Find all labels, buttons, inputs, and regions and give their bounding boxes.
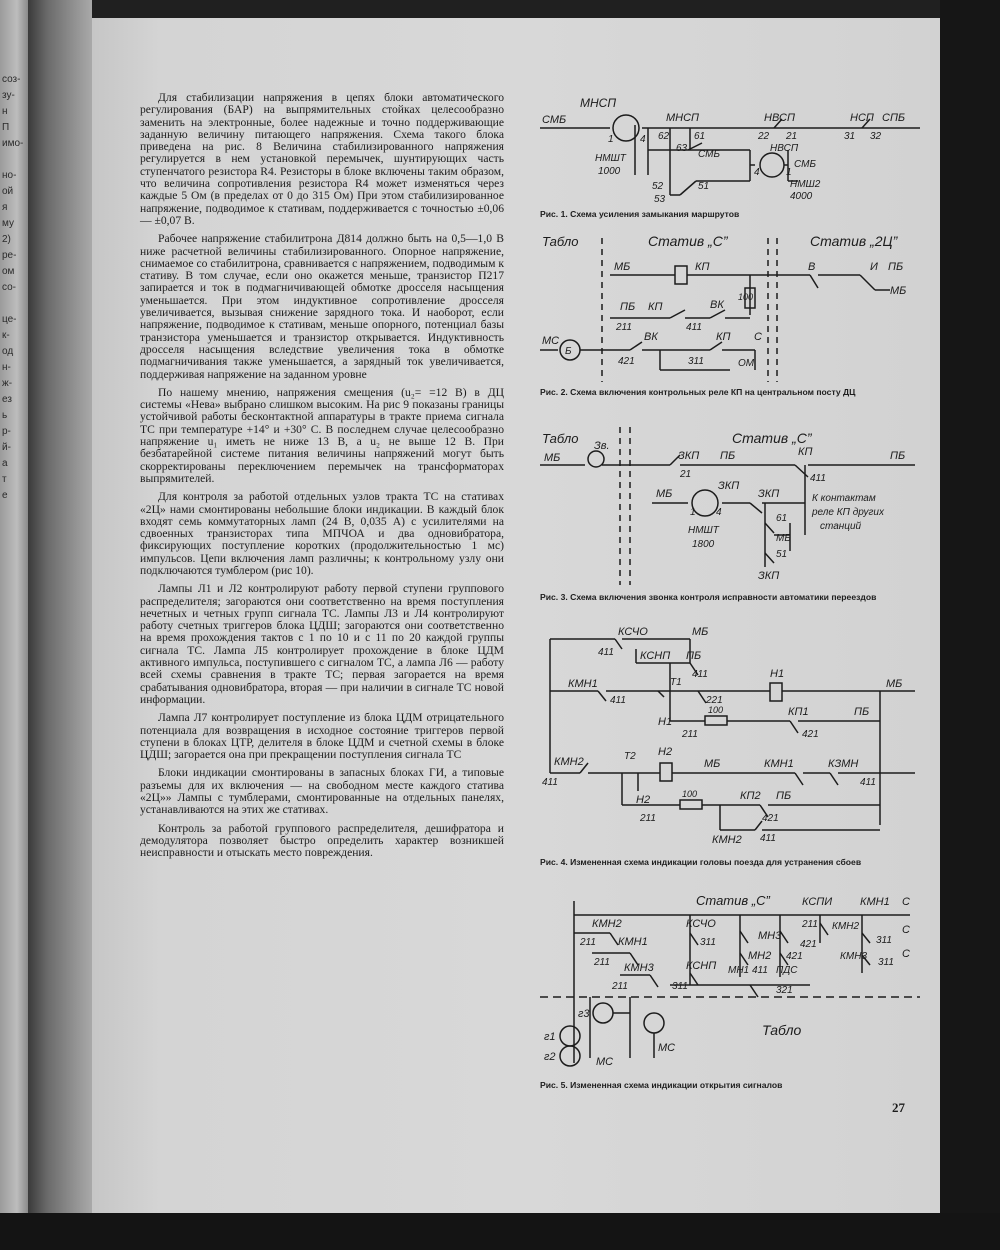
figure-2-caption: Рис. 2. Схема включения контрольных реле КП на центральном посту ДЦ xyxy=(540,387,856,397)
fig4-label-pb: ПБ xyxy=(686,650,702,662)
fig3-label-tablo: Табло xyxy=(542,431,579,446)
fig5-label-stativ: Статив „С” xyxy=(696,893,770,908)
figure-3-caption: Рис. 3. Схема включения звонка контроля исправности автоматики переездов xyxy=(540,592,877,602)
fig5-label-421: 421 xyxy=(800,939,817,950)
fig2-label-421: 421 xyxy=(618,356,635,367)
fig2-label-211: 211 xyxy=(616,322,632,333)
fig3-label-pb2: ПБ xyxy=(890,450,906,462)
prev-page-fragment: к- xyxy=(2,330,10,341)
paragraph: Лампа Л7 контролирует поступление из блока ЦДМ отрицательного потенциала для возвращения в исходное состояние триггеров первой ступени в блоках ЦТР, делителя в блоке ЦДМ и счетной схемы в блоке ЦДШ; загорается она при прекращении поступления сигнала ТС xyxy=(140,711,504,762)
right-shadow xyxy=(940,0,1000,1250)
figure-1-caption: Рис. 1. Схема усиления замыкания маршрутов xyxy=(540,209,740,219)
fig1-label-nmsh2: НМШ2 xyxy=(790,179,821,190)
fig1-label-31: 31 xyxy=(844,131,856,142)
prev-page-fragment: а xyxy=(2,458,8,469)
fig4-label-411b: 411 xyxy=(692,669,708,680)
fig4-label-n2: Н2 xyxy=(658,746,673,758)
fig3-label-pb: ПБ xyxy=(720,450,736,462)
fig4-label-kmn1: КМН1 xyxy=(568,678,598,690)
fig5-label-kspi: КСПИ xyxy=(802,896,833,908)
fig3-label-zkp3: ЗКП xyxy=(758,570,780,582)
fig4-label-n1: Н1 xyxy=(770,668,785,680)
fig5-label-mn1: МН1 xyxy=(728,965,750,976)
fig5-label-mn3: МН3 xyxy=(758,930,782,942)
previous-page-edge xyxy=(0,0,28,1250)
prev-page-fragment: н- xyxy=(2,362,11,373)
figure-1 xyxy=(540,95,920,219)
fig4-label-mb2: МБ xyxy=(886,678,903,690)
fig4-label-kmn1b: КМН1 xyxy=(764,758,794,770)
prev-page-fragment: но- xyxy=(2,170,17,181)
fig3-label-61: 61 xyxy=(776,513,788,524)
fig3-note-3: станций xyxy=(820,521,862,532)
fig5-label-g1: г1 xyxy=(544,1031,556,1043)
fig5-label-ksnp: КСНП xyxy=(686,960,717,972)
fig5-label-mn2: МН2 xyxy=(748,950,772,962)
fig3-label-51: 51 xyxy=(776,549,788,560)
fig2-label-411: 411 xyxy=(686,322,702,333)
fig1-label-nsp: НСП xyxy=(850,112,874,124)
prev-page-fragment: я xyxy=(2,202,8,213)
fig4-label-100b: 100 xyxy=(682,789,698,799)
fig5-label-mc: МС xyxy=(596,1056,614,1068)
fig1-label-n4: 4 xyxy=(640,134,646,145)
figure-5-schematic xyxy=(540,893,920,1078)
top-shadow xyxy=(92,0,940,18)
fig4-label-kp2: КП2 xyxy=(740,790,761,802)
fig1-label-smb: СМБ xyxy=(542,114,567,126)
fig1-label-63: 63 xyxy=(676,143,688,154)
fig1-label-nvsp: НВСП xyxy=(764,112,795,124)
fig2-label-pb-r: ПБ xyxy=(888,261,904,273)
fig2-label-kp2: КП xyxy=(716,331,731,343)
fig5-label-211c: 211 xyxy=(594,957,610,968)
fig4-label-100: 100 xyxy=(708,705,724,715)
fig4-label-n2b: Н2 xyxy=(636,794,651,806)
fig3-label-mb2: МБ xyxy=(656,488,673,500)
prev-page-fragment: имо- xyxy=(2,138,24,149)
fig4-label-t2: Т2 xyxy=(624,751,636,762)
fig1-label-53: 53 xyxy=(654,194,666,205)
prev-page-fragment xyxy=(0,296,28,312)
book-binding xyxy=(28,0,92,1250)
paragraph: Для контроля за работой отдельных узлов тракта ТС на стативах «2Ц» нами смонтированы небольшие блоки индикации. В каждый блок входят семь коммутаторных ламп (24 В, 0,035 А) с усилителями на сдвоенных транзисторах типа МПЧОА и два одновибратора, фиксирующих поступление коротких (продолжительностью 1 мс) импульсов. Цепи включения ламп различны; к контрольному узлу они подключаются тумблером (рис 10). xyxy=(140,490,504,577)
prev-page-fragment xyxy=(0,152,28,168)
prev-page-fragment: П xyxy=(2,122,10,133)
fig3-note-1: К контактам xyxy=(812,493,876,504)
fig4-label-411c: 411 xyxy=(610,695,626,706)
fig2-label-c: С xyxy=(754,331,762,343)
prev-page-fragment: му xyxy=(2,218,14,229)
fig4-label-421: 421 xyxy=(802,729,819,740)
fig2-label-mc: МС xyxy=(542,335,560,347)
prev-page-fragment: зу- xyxy=(2,90,15,101)
fig1-label-nmsht: НМШТ xyxy=(595,153,626,164)
fig3-label-nmsht: НМШТ xyxy=(688,525,719,536)
fig4-label-t1: Т1 xyxy=(670,677,682,688)
fig2-label-pb: ПБ xyxy=(620,301,636,313)
fig3-label-n1: 1 xyxy=(690,507,696,518)
fig2-label-kp-relay: КП xyxy=(695,261,710,273)
page-number: 27 xyxy=(892,1100,905,1115)
fig1-label-smb-mid: СМБ xyxy=(698,149,720,160)
prev-page-fragment: соз- xyxy=(2,74,21,85)
fig4-label-kmn2: КМН2 xyxy=(554,756,584,768)
prev-page-fragment: од xyxy=(2,346,14,357)
figure-5-caption: Рис. 5. Измененная схема индикации открытия сигналов xyxy=(540,1080,783,1090)
fig3-label-mb: МБ xyxy=(544,452,561,464)
fig3-label-zv: Зв. xyxy=(594,440,610,452)
prev-page-fragment: це- xyxy=(2,314,17,325)
fig2-label-stativ-2c: Статив „2Ц” xyxy=(810,233,898,249)
fig5-label-kmn3: КМН3 xyxy=(840,951,868,962)
fig5-label-kmn2: КМН2 xyxy=(592,918,622,930)
fig4-label-411a: 411 xyxy=(598,647,614,658)
paragraph: Контроль за работой группового распределителя, дешифратора и демодулятора позволяет быстро определить характер возникшей неисправности и отыскать место повреждения. xyxy=(140,821,504,860)
fig5-label-321: 321 xyxy=(776,985,793,996)
fig5-label-211: 211 xyxy=(580,937,596,948)
fig2-label-v: В xyxy=(808,261,816,273)
paragraph: Лампы Л1 и Л2 контролируют работу первой ступени группового распределителя; загораются они соответственно на время поступления нечетных и четных групп сигнала ТС. Лампы Л3 и Л4 контролируют работу счетных триггеров блока ЦДШ; загораются они соответственно на время прохождения тактов с 1 по 10 и с 11 по 20 каждой группы сигнала ТС. Лампа Л5 контролирует прохождение в блоке ЦДМ активного импульса, поступившего с сигналом ТС, а лампа Л6 — работу всей схемы сравнения в тракте ТС; первая загорается на время срабатывания одновибратора, вторая — при наличии в сигнале ТС новой информации. xyxy=(140,582,504,706)
fig5-label-211b: 211 xyxy=(802,919,818,930)
fig3-label-zkp21: ЗКП xyxy=(678,450,700,462)
fig5-label-kmn1: КМН1 xyxy=(860,896,890,908)
prev-page-fragment: со- xyxy=(2,282,17,293)
fig3-note-2: реле КП других xyxy=(812,507,884,518)
fig5-label-311c: 311 xyxy=(878,957,894,968)
fig1-label-22: 22 xyxy=(758,131,770,142)
prev-page-fragment: ж- xyxy=(2,378,13,389)
fig3-label-411: 411 xyxy=(810,473,826,484)
fig3-label-zkp: ЗКП xyxy=(718,480,740,492)
fig5-label-c: С xyxy=(902,896,910,908)
fig4-label-kzmn: КЗМН xyxy=(828,758,859,770)
fig4-label-211: 211 xyxy=(682,729,698,740)
fig4-label-421b: 421 xyxy=(762,813,779,824)
fig1-label-mnsp-top: МНСП xyxy=(580,96,617,110)
fig5-label-c3: С xyxy=(902,948,910,960)
paragraph: По нашему мнению, напряжения смещения (u₂= =12 В) в ДЦ системы «Нева» выбрано слишком высоким. На рис 9 показаны границы устойчивой работы бесконтактной аппаратуры в тракте приема сигнала ТС при температуре +14° и +30° С. В последнем случае целесообразно напряжение u₁ иметь не ниже 13 В, а u₂ не выше 12 В. При безбатарейной системе питания величины напряжений могут быть скорректированы переключением перемычек на трансформаторах выпрямителей. xyxy=(140,385,504,485)
fig4-label-pb3: ПБ xyxy=(776,790,792,802)
fig1-label-32: 32 xyxy=(870,131,882,142)
fig3-label-zkp2: ЗКП xyxy=(758,488,780,500)
fig4-label-221: 221 xyxy=(706,695,723,706)
paragraph: Рабочее напряжение стабилитрона Д814 должно быть на 0,5—1,0 В ниже расчетной величины стабилизированного. Опорное напряжение, снимаемое со стабилитрона, сравнивается с напряжением, подводимым к стативу. В том случае, если оно окажется меньше, транзистор П217 запирается и ток в подмагничивающей обмотке дросселя насыщения уменьшается. При этом индуктивное сопротивление дросселя увеличивается, вызывая снижение зарядного тока. И наоборот, если напряжение, подводимое к стативам, меньше опорного, потенциал базы транзистора уменьшается и транзистор открывается. Индуктивность дросселя насыщения вследствие увеличения тока в обмотке подмагничивания также уменьшается, а зарядный ток увеличивается, поддерживая напряжение на заданном уровне xyxy=(140,232,504,381)
fig3-label-mb3: МБ xyxy=(776,533,791,544)
prev-page-fragment: ь xyxy=(2,410,8,421)
fig5-label-421b: 421 xyxy=(786,951,803,962)
fig5-label-ksch0: КСЧО xyxy=(686,918,716,930)
fig1-label-61: 61 xyxy=(694,131,706,142)
fig1-label-smb-b: СМБ xyxy=(794,159,816,170)
figure-4-schematic xyxy=(540,625,920,855)
figure-3-schematic xyxy=(540,425,920,590)
fig4-label-411f: 411 xyxy=(760,833,776,844)
fig1-label-mnsp: МНСП xyxy=(666,112,700,124)
fig2-label-vk: ВК xyxy=(710,299,724,311)
fig4-label-kp1: КП1 xyxy=(788,706,809,718)
fig5-label-c2: С xyxy=(902,924,910,936)
prev-page-fragment: ре- xyxy=(2,250,17,261)
fig2-label-mb-r: МБ xyxy=(890,285,907,297)
fig1-label-51: 51 xyxy=(698,181,710,192)
prev-page-fragment: т xyxy=(2,474,7,485)
fig2-label-100: 100 xyxy=(738,292,754,302)
fig4-label-n1b: Н1 xyxy=(658,716,673,728)
fig3-label-kp: КП xyxy=(798,446,813,458)
figure-1-schematic xyxy=(540,95,920,207)
fig1-label-r1000: 1000 xyxy=(598,166,621,177)
fig5-label-311: 311 xyxy=(700,937,716,948)
fig1-label-1b: 1 xyxy=(786,167,792,178)
fig2-label-tablo: Табло xyxy=(542,234,579,249)
prev-page-fragment: ой xyxy=(2,186,14,197)
fig3-label-stativ: Статив „С” xyxy=(732,430,812,446)
fig5-label-pds: ПДС xyxy=(776,965,798,976)
fig5-label-311d: 311 xyxy=(672,981,688,992)
fig5-label-tablo: Табло xyxy=(762,1022,802,1038)
figure-4 xyxy=(540,625,920,867)
fig4-label-mb: МБ xyxy=(692,626,709,638)
figure-4-caption: Рис. 4. Измененная схема индикации головы поезда для устранения сбоев xyxy=(540,857,862,867)
prev-page-fragment: ом xyxy=(2,266,15,277)
fig2-label-kp: КП xyxy=(648,301,663,313)
fig5-label-mc2: МС xyxy=(658,1042,676,1054)
fig2-label-vk2: ВК xyxy=(644,331,658,343)
left-text-column xyxy=(140,92,504,866)
paragraph: Для стабилизации напряжения в цепях блоки автоматического регулирования (БАР) на выпрямительных стойках целесообразно заменить на электронные, более надежные и точно поддерживающие заданную величину питающего напряжения. Схема такого блока приведена на рис. 8 Величина стабилизированного напряжения регулируется в нем установкой перемычек, шунтирующих часть ступенчатого резистора R4. Резисторы в блоке включены таким образом, что величина сопротивления резистора R4 может изменяться через каждые 5 Ом (в пределах от 0 до 315 Ом) При этом стабилизированное напряжение, подводимое к стативам, поддерживается с точностью ±0,06 — ±0,07 В. xyxy=(140,91,504,227)
fig5-label-311b: 311 xyxy=(876,935,892,946)
fig1-label-62: 62 xyxy=(658,131,670,142)
prev-page-fragment: ез xyxy=(2,394,12,405)
fig3-label-n4: 4 xyxy=(716,507,722,518)
fig5-label-g3: г3 xyxy=(578,1008,590,1020)
fig5-label-211d: 211 xyxy=(612,981,628,992)
figure-5 xyxy=(540,893,920,1090)
fig1-label-n1: 1 xyxy=(608,134,614,145)
fig4-label-pb2: ПБ xyxy=(854,706,870,718)
fig5-label-kmn3b: КМН3 xyxy=(624,962,654,974)
prev-page-fragment: е xyxy=(2,490,8,501)
fig4-label-ksnp: КСНП xyxy=(640,650,671,662)
fig3-label-1800: 1800 xyxy=(692,539,715,550)
fig5-label-411: 411 xyxy=(752,965,768,976)
fig2-label-mb: МБ xyxy=(614,261,631,273)
fig2-label-om: ОМ xyxy=(738,358,755,369)
prev-page-fragment: 2) xyxy=(2,234,11,245)
figure-2-schematic xyxy=(540,230,920,385)
fig1-label-nvsp2: НВСП xyxy=(770,143,799,154)
fig2-label-311: 311 xyxy=(688,356,704,367)
fig4-label-kmn2b: КМН2 xyxy=(712,834,742,846)
prev-page-fragment: н xyxy=(2,106,8,117)
figure-2 xyxy=(540,230,920,397)
fig2-label-i: И xyxy=(870,261,878,273)
fig4-label-mb3: МБ xyxy=(704,758,721,770)
fig2-label-b: Б xyxy=(565,346,572,357)
fig4-label-211b: 211 xyxy=(640,813,656,824)
fig4-label-411e: 411 xyxy=(860,777,876,788)
fig1-label-21: 21 xyxy=(786,131,798,142)
fig1-label-52: 52 xyxy=(652,181,664,192)
fig4-label-411d: 411 xyxy=(542,777,558,788)
fig1-label-r4000: 4000 xyxy=(790,191,813,202)
bottom-shadow xyxy=(0,1213,1000,1250)
fig5-label-kmn2b: КМН2 xyxy=(832,921,860,932)
fig2-label-stativ-c: Статив „С” xyxy=(648,233,728,249)
figure-3 xyxy=(540,425,920,602)
paragraph: Блоки индикации смонтированы в запасных блоках ГИ, а типовые разъемы для их включения — на свободном месте каждого статива «2Ц»» Лампы с тумблерами, смонтированные на отдельных панелях, устанавливаются на этих же стативах. xyxy=(140,766,504,817)
fig1-label-4b: 4 xyxy=(754,167,760,178)
prev-page-fragment: й- xyxy=(2,442,11,453)
fig1-label-spb: СПБ xyxy=(882,112,906,124)
prev-page-fragment: р- xyxy=(2,426,11,437)
fig3-label-21: 21 xyxy=(680,469,692,480)
fig5-label-kmn1b: КМН1 xyxy=(618,936,648,948)
fig4-label-ksch0: КСЧО xyxy=(618,626,648,638)
fig5-label-g2: г2 xyxy=(544,1051,556,1063)
